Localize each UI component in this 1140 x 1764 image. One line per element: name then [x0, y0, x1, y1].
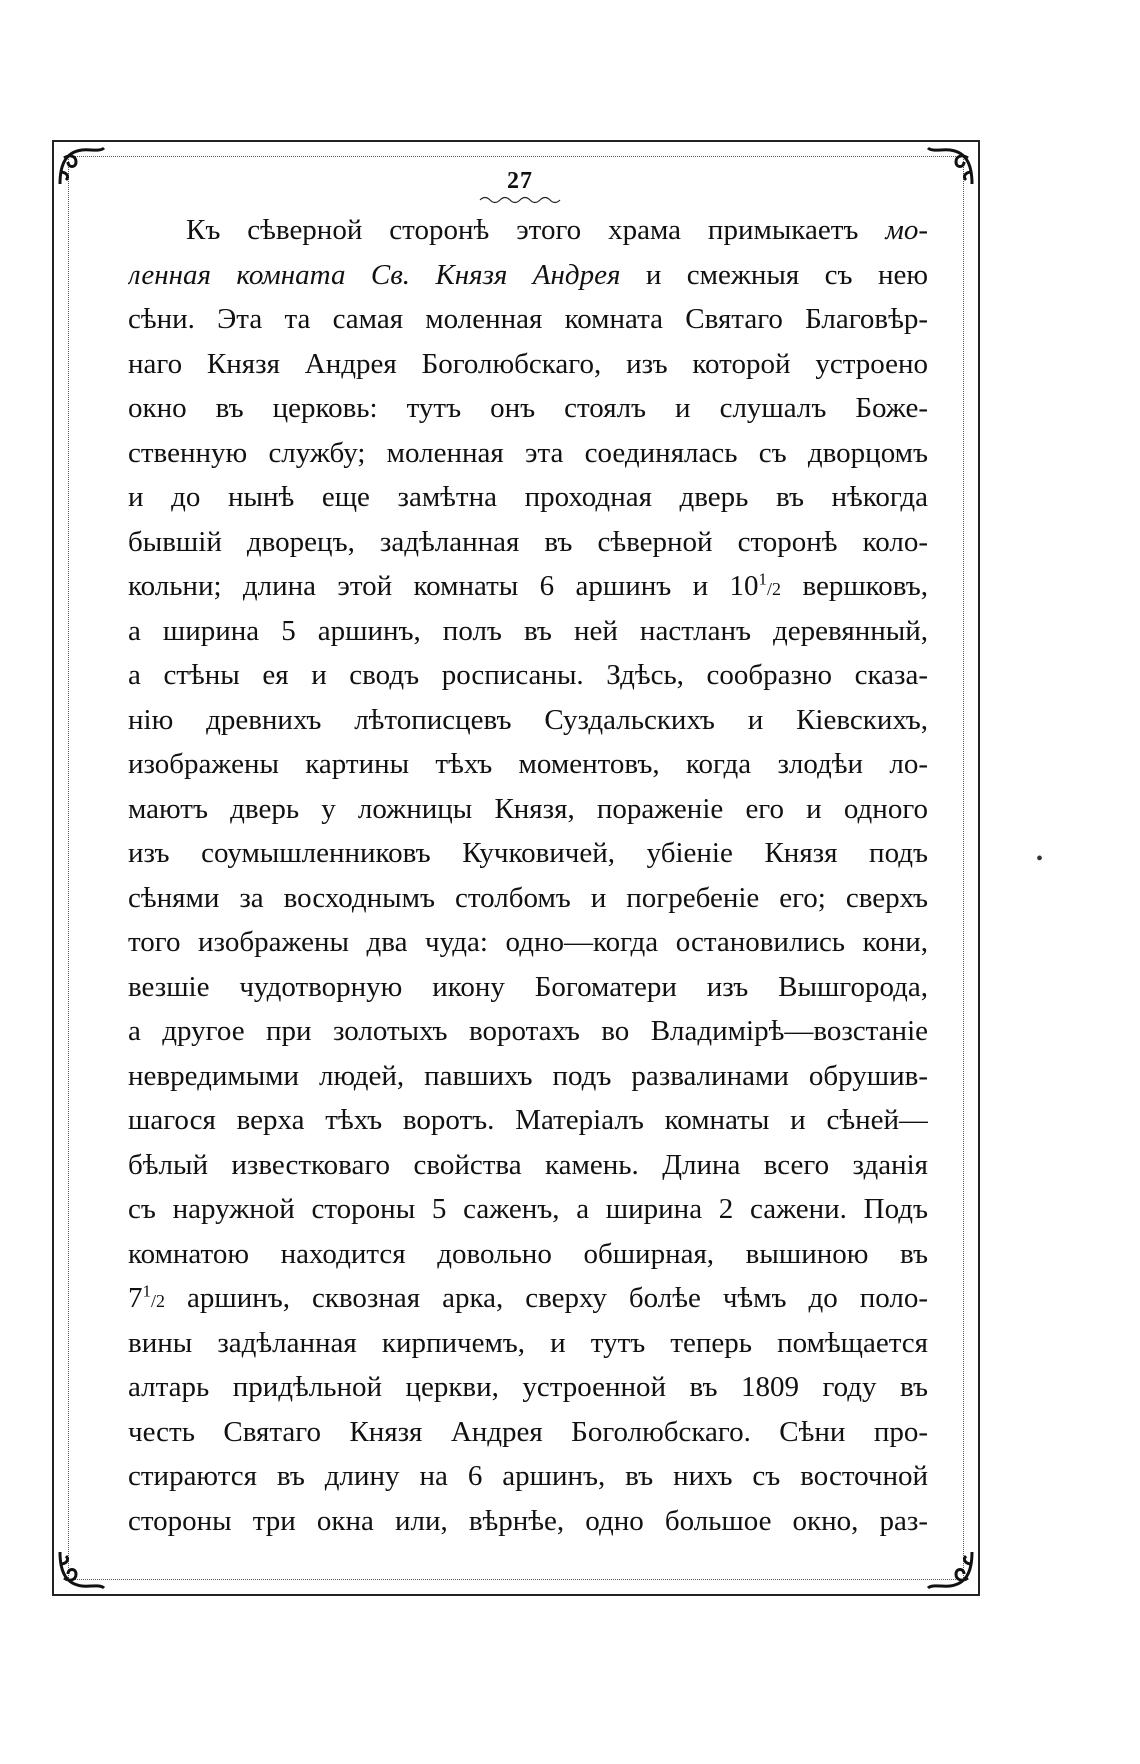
text-line: алтарь придѣльной церкви, устроенной въ 1809 году въ: [128, 1371, 928, 1403]
text-line: $7^1/2$ аршинъ, сквозная арка, сверху болѣе чѣмъ до поло-: [128, 1281, 928, 1314]
text-line: окно въ церковь: тутъ онъ стоялъ и слушалъ Боже-: [128, 392, 928, 424]
text-line: а другое при золотыхъ воротахъ во Владимірѣ—возстаніе: [128, 1015, 928, 1047]
text-line: стороны три окна или, вѣрнѣе, одно большое окно, раз-: [128, 1504, 928, 1537]
corner-ornament-icon: [924, 1548, 976, 1592]
text-line: бѣлый известковаго свойства камень. Длина всего зданія: [128, 1148, 928, 1181]
text-line: бывшій дворецъ, задѣланная въ сѣверной сторонѣ коло-: [128, 525, 928, 558]
text-line: вины задѣланная кирпичемъ, и тутъ теперь помѣщается: [128, 1326, 928, 1359]
text-line: а ширина 5 аршинъ, полъ въ ней настланъ деревянный,: [128, 614, 928, 647]
text-line: стираются въ длину на 6 аршинъ, въ нихъ съ восточной: [128, 1460, 928, 1492]
text-line: кольни; длина этой комнаты 6 аршинъ и $10^1/2$ вершковъ,: [128, 569, 928, 602]
text-line: ленная комната Св. Князя Андрея и смежныя съ нею: [128, 258, 928, 291]
text-line: и до нынѣ еще замѣтна проходная дверь въ нѣкогда: [128, 481, 928, 513]
corner-ornament-icon: [56, 1548, 108, 1592]
text-line: везшіе чудотворную икону Богоматери изъ Вышгорода,: [128, 970, 928, 1003]
body-text: [128, 208, 928, 1543]
text-line: сѣнями за восходнымъ столбомъ и погребеніе его; сверхъ: [128, 881, 928, 914]
corner-ornament-icon: [56, 144, 108, 188]
ink-spot-icon: •: [1036, 848, 1044, 870]
text-line: сѣни. Эта та самая моленная комната Святаго Благовѣр-: [128, 303, 928, 335]
corner-ornament-icon: [924, 144, 976, 188]
page-number: 27: [507, 168, 533, 194]
text-line: наго Князя Андрея Боголюбскаго, изъ которой устроено: [128, 347, 928, 380]
text-line: ственную службу; моленная эта соединялась съ дворцомъ: [128, 436, 928, 469]
text-line: честь Святаго Князя Андрея Боголюбскаго. Сѣни про-: [128, 1415, 928, 1448]
text-line: шагося верха тѣхъ воротъ. Матеріалъ комнаты и сѣней—: [128, 1104, 928, 1136]
wavy-rule-icon: [470, 192, 570, 202]
text-line: Къ сѣверной сторонѣ этого храма примыкаетъ мо-: [186, 214, 928, 246]
text-line: невредимыми людей, павшихъ подъ развалинами обрушив-: [128, 1059, 928, 1092]
text-line: изъ соумышленниковъ Кучковичей, убіеніе Князя подъ: [128, 837, 928, 869]
text-line: комнатою находится довольно обширная, вышиною въ: [128, 1237, 928, 1270]
text-line: того изображены два чуда: одно—когда остановились кони,: [128, 926, 928, 958]
text-line: съ наружной стороны 5 саженъ, а ширина 2 сажени. Подъ: [128, 1193, 928, 1225]
text-line: а стѣны ея и сводъ росписаны. Здѣсь, сообразно сказа-: [128, 659, 928, 691]
text-line: изображены картины тѣхъ моментовъ, когда злодѣи ло-: [128, 748, 928, 780]
text-line: нію древнихъ лѣтописцевъ Суздальскихъ и Кіевскихъ,: [128, 703, 928, 736]
text-line: маютъ дверь у ложницы Князя, пораженіе его и одного: [128, 792, 928, 825]
